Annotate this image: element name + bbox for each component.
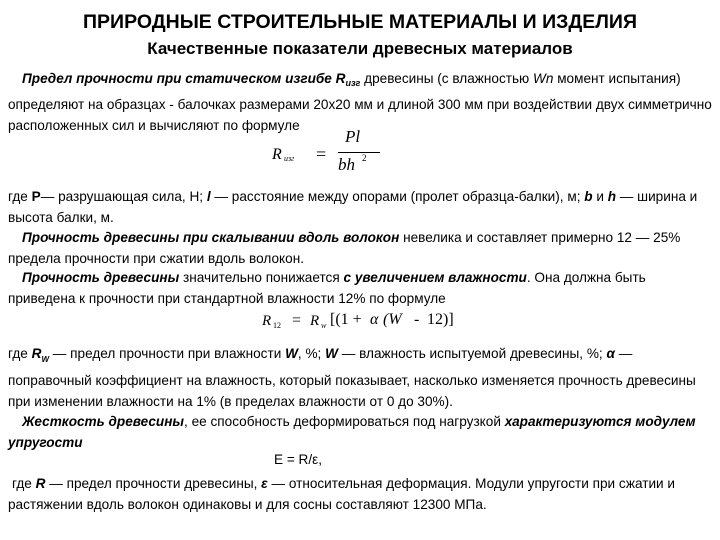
text-span: где bbox=[8, 346, 32, 361]
formula1-equals: = bbox=[316, 144, 327, 164]
text-span: момент испытания) определяют на образцах - балочках размерами 20х20 мм и длиной 300 мм при воздействии двух симметрично расположенных сил и вычисляют по формуле bbox=[8, 71, 712, 133]
symbol-w: W bbox=[285, 346, 298, 361]
symbol-h: h bbox=[607, 189, 617, 204]
text-span: . Она должна быть приведена к прочности при стандартной влажности 12% по формуле bbox=[8, 270, 646, 306]
symbol-alpha: α bbox=[606, 346, 615, 361]
moisture-symbol: Wn bbox=[533, 71, 554, 86]
formula2-subw: w bbox=[321, 321, 327, 330]
stiffness-term: Жесткость древесины bbox=[22, 414, 185, 429]
formula2-close: 12)] bbox=[427, 311, 454, 328]
text-span: — предел прочности древесины, bbox=[45, 476, 262, 491]
text-span: древесины (с влажностью bbox=[360, 71, 534, 86]
formula1-r-subscript: изг bbox=[284, 154, 295, 163]
formula1-power: 2 bbox=[362, 153, 367, 163]
bending-strength-term: Предел прочности при статическом изгибе R bbox=[22, 71, 346, 86]
text-span: — относительная деформация. Модули упругости при сжатии и растяжении вдоль волокон одинаковы и для сосны составляют 12300 МПа. bbox=[8, 476, 676, 512]
text-span: — расстояние между опорами (пролет образца-балки), м; bbox=[210, 189, 585, 204]
paragraph-moisture-effect bbox=[8, 267, 714, 309]
formula1-fraction-bar bbox=[338, 152, 380, 153]
text-span: значительно понижается bbox=[179, 270, 344, 285]
text-span: — ширина и высота балки, м. bbox=[8, 189, 698, 225]
formula2-open: [(1 + bbox=[330, 311, 362, 328]
formula2-alpha: α bbox=[370, 311, 379, 328]
text-span: и bbox=[592, 189, 608, 204]
formula1-r: R bbox=[272, 146, 282, 163]
formula1-numerator: Pl bbox=[345, 127, 361, 146]
elastic-modulus-term: характеризуются модулем упругости bbox=[8, 414, 696, 450]
text-span: где bbox=[8, 189, 32, 204]
formula-elastic-modulus: E = R/ε, bbox=[274, 452, 322, 467]
symbol-p: P bbox=[31, 189, 41, 204]
wood-strength-term: Прочность древесины bbox=[22, 270, 180, 285]
formula2-sub12: 12 bbox=[273, 321, 281, 330]
symbol-r-2: R bbox=[35, 476, 46, 491]
formula2-rw: R bbox=[310, 313, 320, 329]
paragraph-definitions-1 bbox=[8, 186, 714, 228]
symbol-r-subscript: W bbox=[41, 355, 50, 364]
text-span: , %; bbox=[297, 346, 326, 361]
paragraph-shear-strength bbox=[8, 227, 714, 269]
symbol-w-2: W bbox=[325, 346, 338, 361]
paragraph-stiffness bbox=[8, 411, 714, 453]
formula2-w: (W bbox=[383, 311, 402, 328]
text-span: — предел прочности при влажности bbox=[49, 346, 286, 361]
slide-subtitle: Качественные показатели древесных материалов bbox=[147, 39, 573, 58]
paragraph-bending-strength bbox=[8, 68, 714, 136]
symbol-b: b bbox=[584, 189, 593, 204]
formula2-equals: = bbox=[292, 312, 302, 329]
symbol-r: R bbox=[31, 346, 42, 361]
text-span: — поправочный коэффициент на влажность, который показывает, насколько изменяется прочность древесины при изменении влажности на 1% (в пределах влажности от 0 до 30%). bbox=[8, 346, 696, 409]
shear-strength-term: Прочность древесины при скалывании вдоль волокон bbox=[22, 230, 400, 245]
symbol-l: l bbox=[206, 189, 211, 204]
text-span: , ее способность деформироваться под нагрузкой bbox=[184, 414, 505, 429]
paragraph-definitions-3 bbox=[8, 473, 714, 515]
text-span: где bbox=[12, 476, 36, 491]
symbol-epsilon: ε bbox=[261, 476, 268, 491]
slide-title: ПРИРОДНЫЕ СТРОИТЕЛЬНЫЕ МАТЕРИАЛЫ И ИЗДЕЛИЯ bbox=[83, 11, 637, 33]
formula2-minus: - bbox=[414, 311, 420, 328]
text-span: невелика и составляет примерно 12 — 25% предела прочности при сжатии вдоль волокон. bbox=[8, 230, 681, 266]
text-span: — разрушающая сила, Н; bbox=[40, 189, 207, 204]
text-span: — влажность испытуемой древесины, %; bbox=[337, 346, 607, 361]
bending-strength-subscript: изг bbox=[345, 78, 361, 88]
formula1-denominator: bh bbox=[338, 155, 355, 174]
paragraph-definitions-2 bbox=[8, 343, 714, 412]
formula2-r12: R bbox=[262, 313, 272, 329]
moisture-increase-term: с увеличением влажности bbox=[343, 270, 527, 285]
